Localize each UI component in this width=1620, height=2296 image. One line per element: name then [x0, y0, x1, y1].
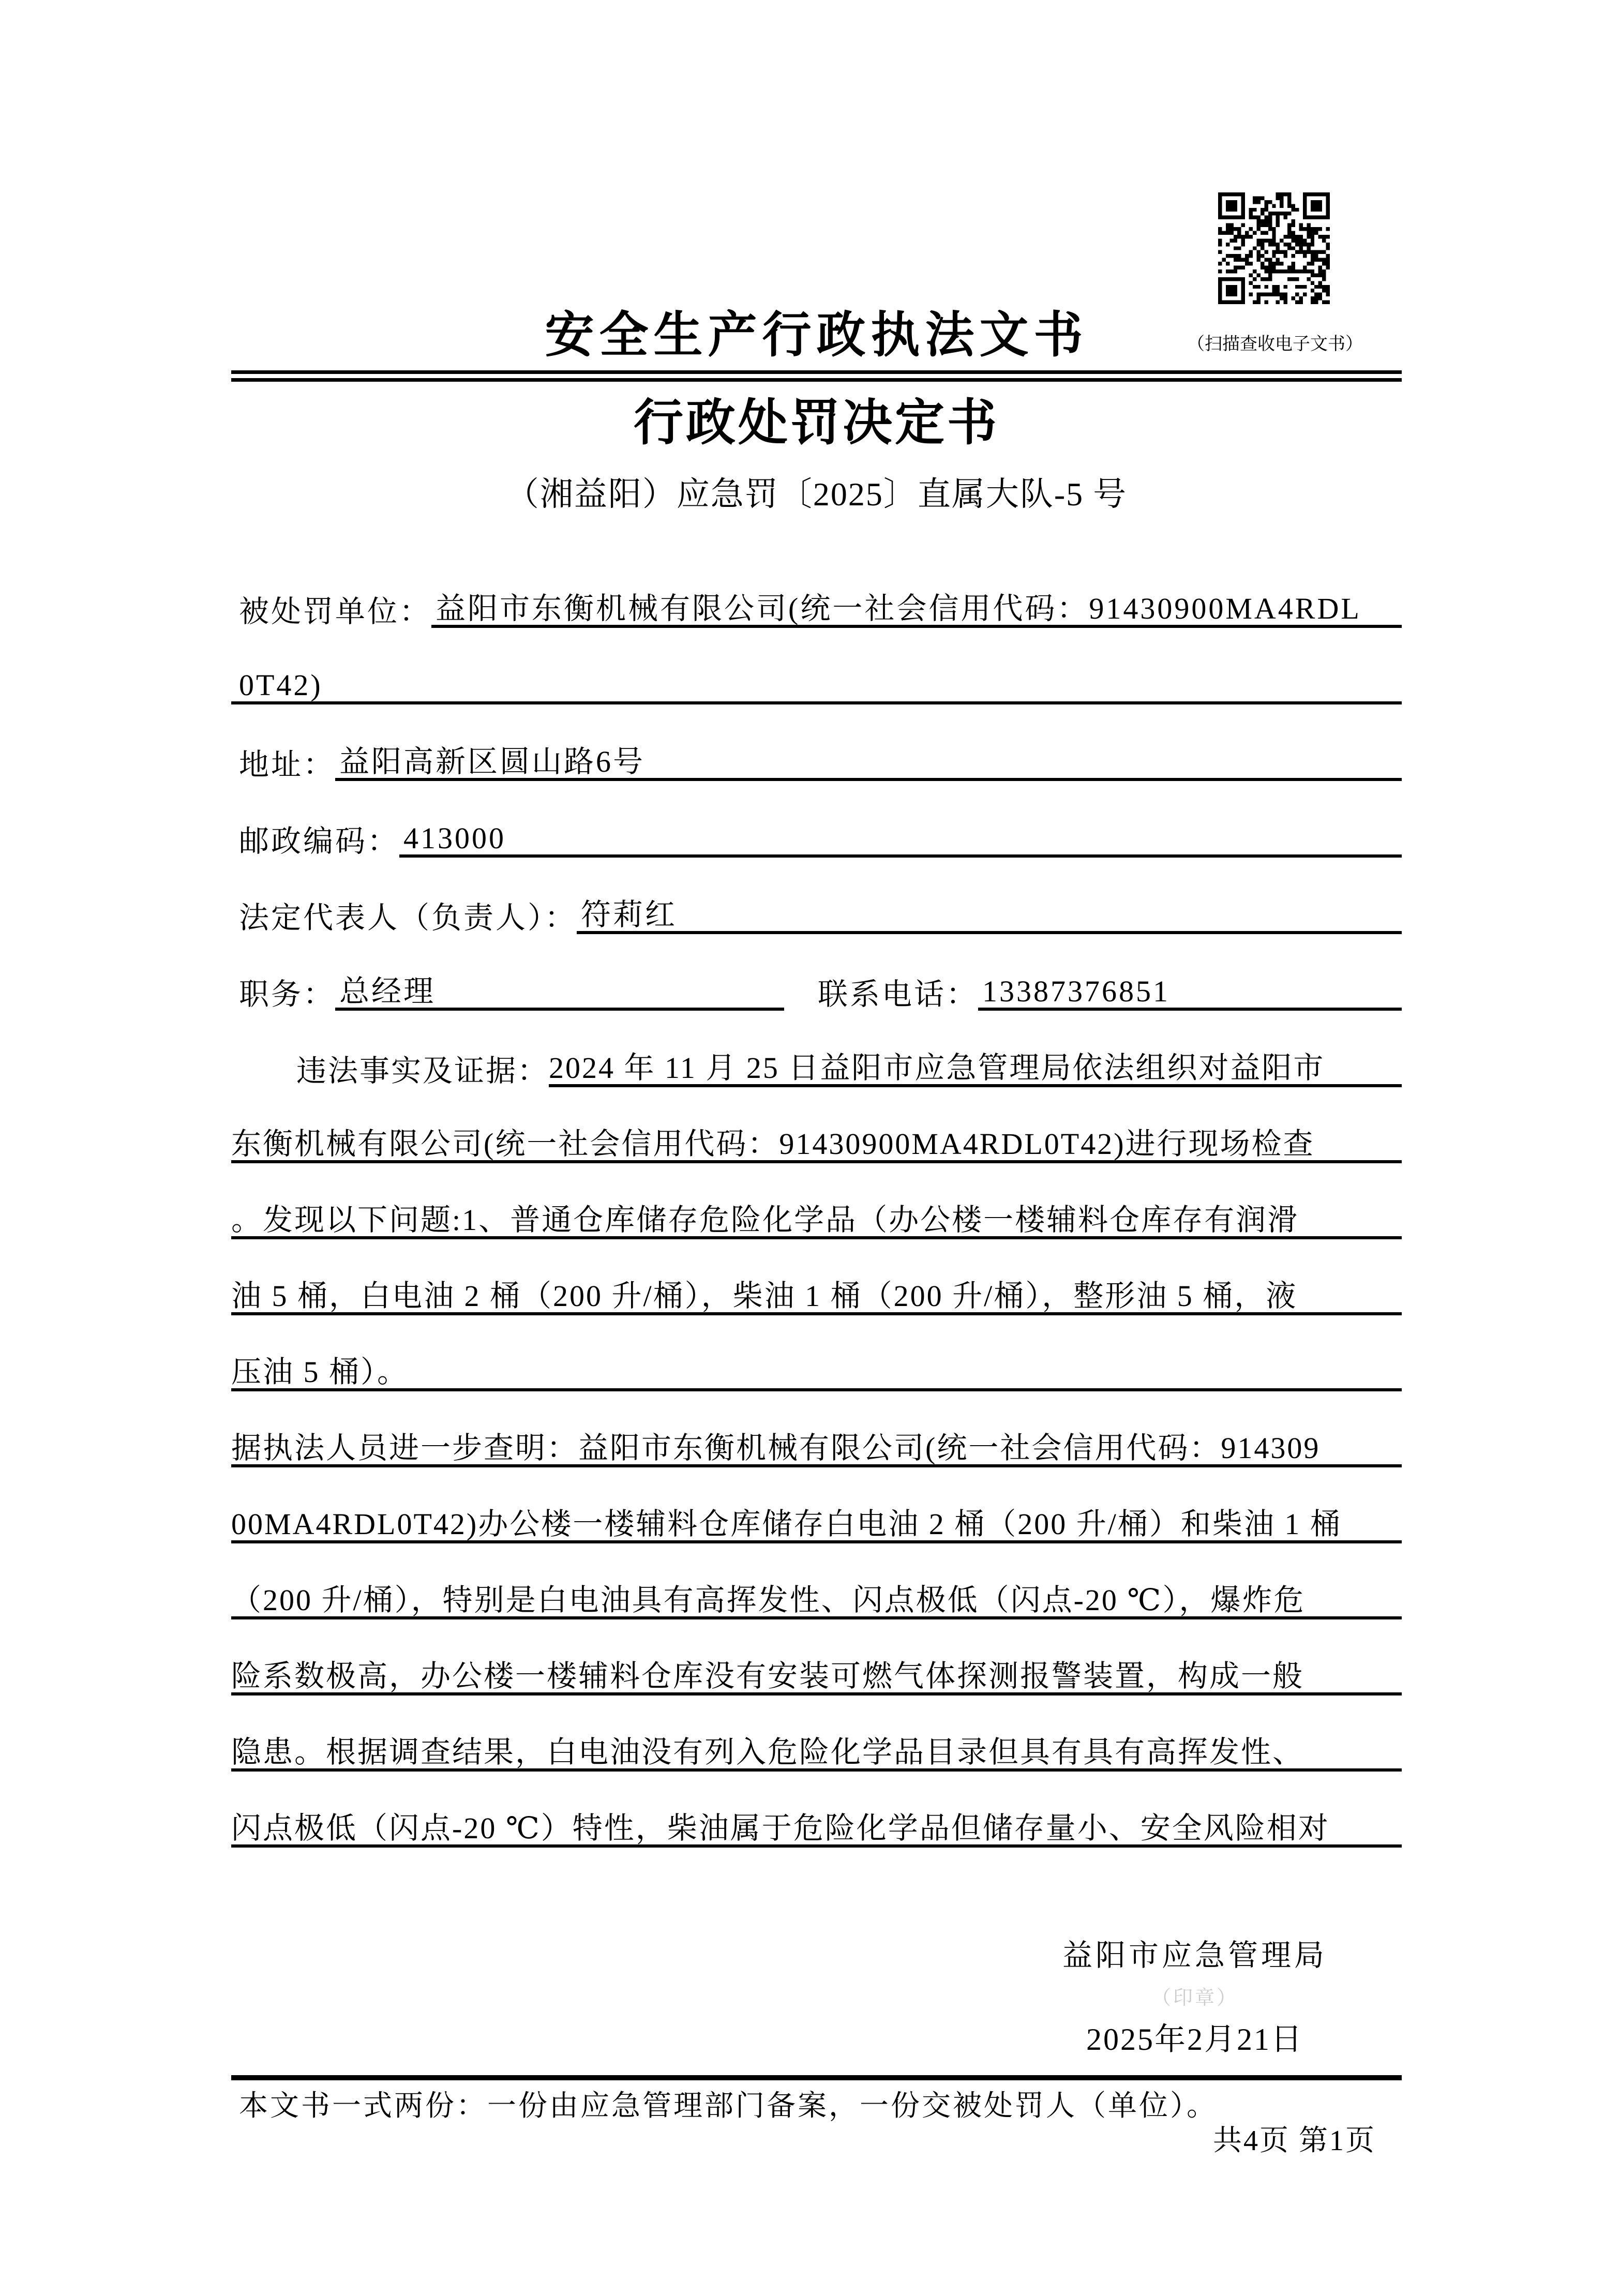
- qr-caption: （扫描查收电子文书）: [1187, 335, 1363, 354]
- facts-line: （200 升/桶），特别是白电油具有高挥发性、闪点极低（闪点-20 ℃），爆炸危: [231, 1584, 1402, 1619]
- facts-line: 闪点极低（闪点-20 ℃）特性，柴油属于危险化学品但储存量小、安全风险相对: [231, 1812, 1402, 1848]
- qr-code-image: [1218, 192, 1330, 304]
- postcode-label: 邮政编码：: [239, 824, 400, 858]
- facts-line: 油 5 桶，白电油 2 桶（200 升/桶），柴油 1 桶（200 升/桶），整形油 5 桶，液: [231, 1280, 1402, 1315]
- address-label: 地址：: [239, 748, 336, 782]
- facts-line: 2024 年 11 月 25 日益阳市应急管理局依法组织对益阳市: [549, 1052, 1402, 1087]
- issue-date: 2025年2月21日: [1086, 2022, 1303, 2057]
- position-value: 总经理: [335, 976, 784, 1011]
- postcode-value: 413000: [399, 822, 1402, 858]
- field-row-address: [231, 746, 1402, 781]
- field-row-punished-unit: [231, 593, 1402, 628]
- facts-label: 违法事实及证据：: [296, 1054, 549, 1088]
- document-number: （湘益阳）应急罚〔2025〕直属大队-5 号: [505, 476, 1128, 513]
- facts-first-line: [231, 1052, 1402, 1087]
- issuing-agency: 益阳市应急管理局: [1062, 1939, 1327, 1972]
- document-title: 行政处罚决定书: [634, 395, 999, 451]
- field-row-position-phone: [231, 976, 1402, 1011]
- legal-representative-value: 符莉红: [577, 899, 1402, 934]
- facts-line: 00MA4RDL0T42)办公楼一楼辅料仓库储存白电油 2 桶（200 升/桶）和柴油 1 桶: [231, 1508, 1402, 1543]
- address-value: 益阳高新区圆山路6号: [335, 746, 1402, 781]
- qr-code: [1218, 192, 1330, 309]
- facts-line: 压油 5 桶）。: [231, 1356, 1402, 1391]
- facts-line: 据执法人员进一步查明：益阳市东衡机械有限公司(统一社会信用代码：914309: [231, 1432, 1402, 1467]
- field-row-postcode: [231, 822, 1402, 858]
- document-set-title: 安全生产行政执法文书: [545, 308, 1088, 363]
- field-row-legal-representative: [231, 899, 1402, 934]
- header-double-rule: [231, 370, 1402, 382]
- facts-line: 隐患。根据调查结果，白电油没有列入危险化学品目录但具有具有高挥发性、: [231, 1736, 1402, 1772]
- footer-rule: [231, 2075, 1402, 2080]
- footer-note: 本文书一式两份：一份由应急管理部门备案，一份交被处罚人（单位）。: [239, 2090, 1218, 2122]
- punished-unit-label: 被处罚单位：: [239, 595, 432, 628]
- phone-value: 13387376851: [978, 976, 1402, 1011]
- page-number: 共4页 第1页: [1213, 2125, 1376, 2157]
- facts-line: 东衡机械有限公司(统一社会信用代码：91430900MA4RDL0T42)进行现场检查: [231, 1128, 1402, 1163]
- punished-unit-value-continued: 0T42): [231, 669, 1402, 704]
- field-row-punished-unit-continued: [231, 669, 1402, 704]
- phone-label: 联系电话：: [818, 978, 979, 1011]
- seal-placeholder: （印章）: [1151, 1987, 1238, 2009]
- punished-unit-value: 益阳市东衡机械有限公司(统一社会信用代码：91430900MA4RDL: [431, 593, 1402, 628]
- position-label: 职务：: [239, 978, 336, 1011]
- facts-line: 。发现以下问题:1、普通仓库储存危险化学品（办公楼一楼辅料仓库存有润滑: [231, 1204, 1402, 1239]
- facts-line: 险系数极高，办公楼一楼辅料仓库没有安装可燃气体探测报警装置，构成一般: [231, 1660, 1402, 1695]
- legal-representative-label: 法定代表人（负责人）：: [239, 901, 577, 935]
